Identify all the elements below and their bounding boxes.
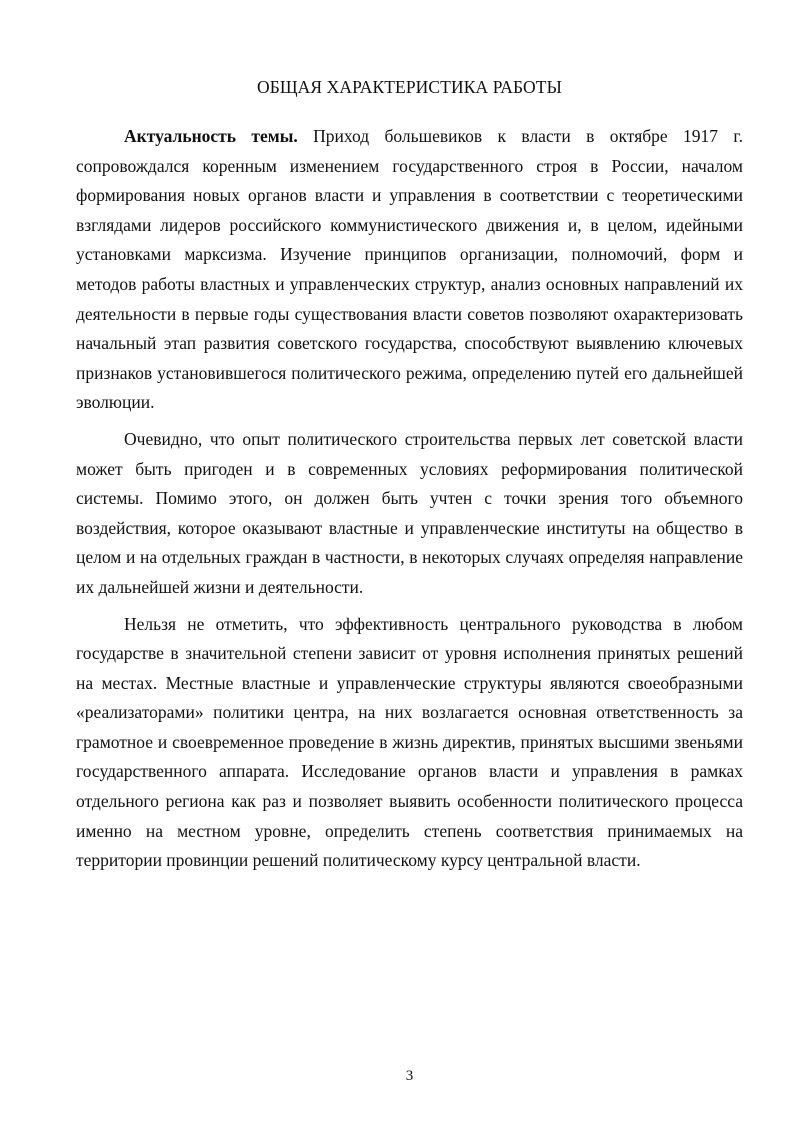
section-title: ОБЩАЯ ХАРАКТЕРИСТИКА РАБОТЫ: [257, 77, 562, 97]
paragraph-lead: Актуальность темы.: [124, 126, 298, 146]
paragraph-relevance: [76, 122, 743, 418]
paragraph-text: Приход большевиков к власти в октябре 1917 г. сопровождался коренным изменением государственного строя в России, началом формирования новых органов власти и управления в соответствии с теоретическими взглядами лидеров российского коммунистического движения и, в целом, идейными установками марксизма. Изучение принципов организации, полномочий, форм и методов работы властных и управленческих структур, анализ основных направлений их деятельности в первые годы существования власти советов позволяют охарактеризовать начальный этап развития советского государства, способствуют выявлению ключевых признаков установившегося политического режима, определению путей его дальнейшей эволюции.: [76, 126, 744, 413]
paragraph-experience: Очевидно, что опыт политического строительства первых лет советской власти может быть пригоден и в современных условиях реформирования политической системы. Помимо этого, он должен быть учтен с точки зрения того объемного воздействия, которое оказывают властные и управленческие институты на общество в целом и на отдельных граждан в частности, в некоторых случаях определяя направление их дальнейшей жизни и деятельности.: [76, 428, 743, 597]
paragraph-local-structures: Нельзя не отметить, что эффективность центрального руководства в любом государстве в значительной степени зависит от уровня исполнения принятых решений на местах. Местные властные и управленческие структуры являются своеобразными «реализаторами» политики центра, на них возлагается основная ответственность за грамотное и своевременное проведение в жизнь директив, принятых высшими звеньями государственного аппарата. Исследование органов власти и управления в рамках отдельного региона как раз и позволяет выявить особенности политического процесса именно на местном уровне, определить степень соответствия принимаемых на территории провинции решений политическому курсу центральной власти.: [76, 613, 743, 871]
body-text: [76, 122, 743, 883]
document-page: [76, 0, 743, 1132]
page-number: 3: [405, 1068, 414, 1084]
